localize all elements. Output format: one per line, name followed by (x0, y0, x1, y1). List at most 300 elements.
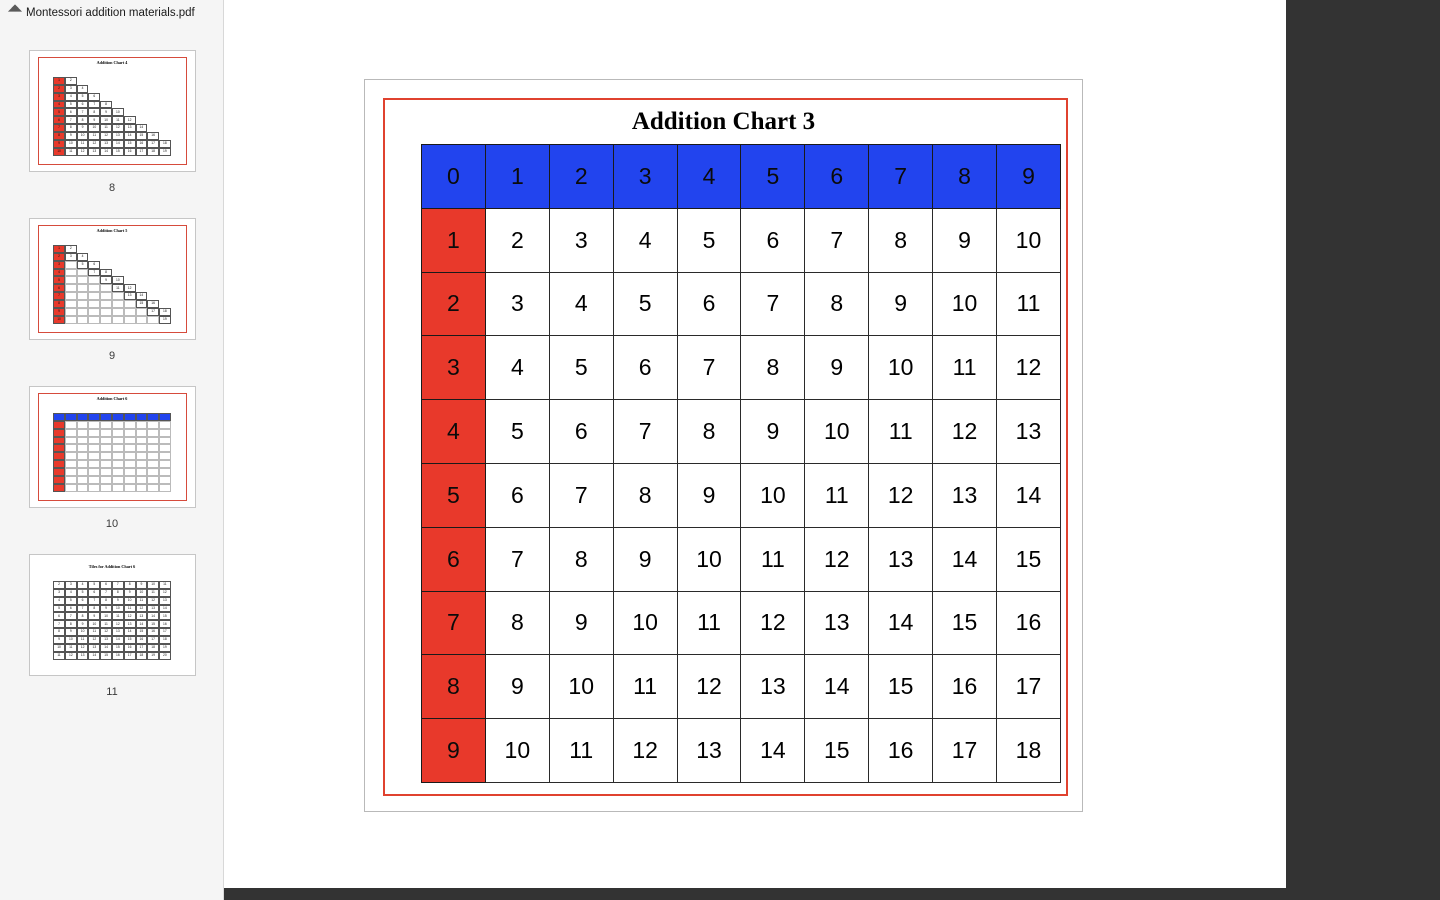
thumbnail-page-preview[interactable] (29, 50, 196, 172)
thumbnail-page-preview[interactable] (29, 218, 196, 340)
thumbnail-mini-cell (112, 292, 124, 300)
thumbnail-mini-cell: 5 (53, 108, 65, 116)
pdf-page (364, 79, 1083, 812)
thumbnail-mini-cell (77, 292, 89, 300)
thumbnail-list[interactable] (0, 26, 224, 900)
sum-cell: 12 (869, 463, 933, 527)
thumbnail-frame (38, 225, 187, 333)
disclosure-triangle-icon[interactable] (8, 5, 22, 19)
thumbnail-mini-cell (112, 77, 124, 85)
thumbnail-mini-cell (100, 468, 112, 476)
thumbnail-mini-cell (53, 460, 65, 468)
sum-cell: 6 (613, 336, 677, 400)
thumbnail-mini-cell (77, 437, 89, 445)
sum-cell: 14 (933, 527, 997, 591)
thumbnail-item[interactable] (0, 362, 224, 530)
thumbnail-mini-cell: 3 (65, 253, 77, 261)
row-header-cell: 6 (422, 527, 486, 591)
sum-cell: 14 (869, 591, 933, 655)
sum-cell: 7 (677, 336, 741, 400)
thumbnail-mini-cell (77, 421, 89, 429)
thumbnail-mini-cell: 12 (124, 284, 136, 292)
sum-cell: 2 (485, 208, 549, 272)
row-header-cell: 8 (422, 655, 486, 719)
thumbnail-mini-cell: 14 (112, 636, 124, 644)
thumbnail-mini-cell: 12 (112, 620, 124, 628)
thumbnail-mini-cell (100, 292, 112, 300)
column-header-cell: 9 (997, 145, 1061, 209)
sum-cell: 12 (613, 719, 677, 783)
thumbnail-mini-cell (88, 276, 100, 284)
thumbnail-mini-cell: 18 (159, 308, 171, 316)
thumbnail-mini-cell (77, 284, 89, 292)
thumbnail-mini-cell: 10 (77, 628, 89, 636)
thumbnail-mini-cell: 8 (53, 132, 65, 140)
thumbnail-mini-cell: 14 (159, 605, 171, 613)
table-row (422, 527, 1061, 591)
thumbnail-mini-cell: 12 (88, 140, 100, 148)
thumbnail-mini-cell (77, 269, 89, 277)
thumbnail-mini-cell: 20 (159, 652, 171, 660)
thumbnail-mini-cell (77, 468, 89, 476)
thumbnail-mini-cell (88, 308, 100, 316)
thumbnail-mini-cell: 16 (124, 644, 136, 652)
thumbnail-mini-cell: 2 (53, 581, 65, 589)
sum-cell: 7 (613, 400, 677, 464)
thumbnail-mini-cell: 10 (77, 132, 89, 140)
thumbnail-mini-cell (136, 413, 148, 421)
thumbnail-mini-cell: 7 (88, 269, 100, 277)
sum-cell: 10 (485, 719, 549, 783)
document-title: Montessori addition materials.pdf (26, 7, 195, 19)
thumbnail-mini-cell: 9 (88, 612, 100, 620)
thumbnail-mini-cell (124, 308, 136, 316)
thumbnail-mini-cell (88, 421, 100, 429)
thumbnail-mini-cell: 5 (77, 589, 89, 597)
thumbnail-mini-cell (124, 476, 136, 484)
thumbnail-mini-cell: 2 (53, 85, 65, 93)
thumbnail-mini-cell: 6 (65, 108, 77, 116)
thumbnail-mini-cell (124, 276, 136, 284)
sum-cell: 8 (549, 527, 613, 591)
thumbnail-mini-cell: 10 (65, 636, 77, 644)
thumbnail-mini-cell: 15 (147, 620, 159, 628)
thumbnail-mini-cell: 11 (53, 652, 65, 660)
thumbnail-mini-cell: 5 (65, 101, 77, 109)
thumbnail-mini-cell: 11 (77, 140, 89, 148)
sum-cell: 7 (805, 208, 869, 272)
addition-table (421, 144, 1061, 783)
thumbnail-mini-cell (53, 421, 65, 429)
sum-cell: 14 (997, 463, 1061, 527)
thumbnail-mini-cell (100, 93, 112, 101)
column-header-cell: 4 (677, 145, 741, 209)
thumbnail-mini-cell: 18 (159, 636, 171, 644)
thumbnail-mini-cell: 6 (88, 589, 100, 597)
thumbnail-mini-cell: 14 (124, 628, 136, 636)
sum-cell: 3 (549, 208, 613, 272)
sum-cell: 7 (549, 463, 613, 527)
thumbnail-item[interactable] (0, 194, 224, 362)
thumbnail-mini-cell (65, 421, 77, 429)
thumbnail-mini-cell (147, 276, 159, 284)
thumbnail-mini-cell (136, 77, 148, 85)
thumbnail-mini-cell (77, 316, 89, 324)
thumbnail-mini-cell (136, 452, 148, 460)
table-row (422, 272, 1061, 336)
thumbnail-mini-cell (65, 261, 77, 269)
addition-chart-grid (421, 144, 1042, 783)
thumbnail-mini-cell: 19 (147, 652, 159, 660)
thumbnail-mini-cell (159, 300, 171, 308)
thumbnail-mini-cell: 4 (65, 589, 77, 597)
thumbnail-mini-cell: 7 (65, 116, 77, 124)
thumbnail-mini-cell: 5 (77, 261, 89, 269)
thumbnail-page-number: 11 (106, 686, 118, 698)
thumbnail-item[interactable] (0, 26, 224, 194)
thumbnail-mini-cell (147, 452, 159, 460)
sum-cell: 7 (741, 272, 805, 336)
sum-cell: 15 (869, 655, 933, 719)
thumbnail-mini-cell: 7 (88, 597, 100, 605)
sum-cell: 8 (805, 272, 869, 336)
thumbnail-mini-cell (124, 316, 136, 324)
thumbnail-mini-cell (159, 452, 171, 460)
thumbnail-mini-cell (112, 300, 124, 308)
thumbnail-mini-cell: 19 (159, 148, 171, 156)
thumbnail-mini-cell: 7 (53, 620, 65, 628)
thumbnail-mini-cell (88, 484, 100, 492)
sum-cell: 17 (933, 719, 997, 783)
sum-cell: 9 (933, 208, 997, 272)
thumbnail-mini-cell: 12 (136, 605, 148, 613)
thumbnail-mini-cell (136, 421, 148, 429)
sum-cell: 11 (677, 591, 741, 655)
thumbnail-mini-cell (124, 269, 136, 277)
sum-cell: 13 (997, 400, 1061, 464)
thumbnail-mini-cell: 17 (124, 652, 136, 660)
thumbnail-mini-cell: 14 (136, 124, 148, 132)
row-header-cell: 4 (422, 400, 486, 464)
thumbnail-mini-cell: 12 (88, 636, 100, 644)
thumbnail-mini-cell: 13 (124, 292, 136, 300)
sum-cell: 10 (741, 463, 805, 527)
thumbnail-mini-cell: 10 (112, 605, 124, 613)
thumbnail-mini-cell (112, 468, 124, 476)
thumbnail-mini-cell: 9 (77, 124, 89, 132)
thumbnail-mini-cell: 15 (159, 612, 171, 620)
thumbnail-mini-cell: 16 (112, 652, 124, 660)
thumbnail-mini-cell: 19 (159, 644, 171, 652)
thumbnail-mini-cell: 11 (100, 124, 112, 132)
thumbnail-mini-cell (77, 429, 89, 437)
thumbnail-mini-cell (159, 108, 171, 116)
thumbnail-mini-cell (77, 276, 89, 284)
thumbnail-mini-cell (88, 460, 100, 468)
thumbnail-mini-cell: 1 (53, 77, 65, 85)
thumbnail-mini-cell: 12 (100, 132, 112, 140)
thumbnail-mini-cell: 11 (147, 589, 159, 597)
thumbnail-mini-cell (159, 85, 171, 93)
thumbnail-mini-cell: 10 (53, 316, 65, 324)
thumbnail-mini-cell: 3 (65, 581, 77, 589)
thumbnail-page-preview[interactable] (29, 386, 196, 508)
sidebar-header[interactable] (0, 0, 223, 26)
thumbnail-mini-grid (53, 581, 171, 659)
sum-cell: 8 (485, 591, 549, 655)
thumbnail-mini-cell: 2 (65, 245, 77, 253)
column-header-cell: 8 (933, 145, 997, 209)
thumbnail-mini-cell: 8 (65, 620, 77, 628)
thumbnail-mini-cell (77, 300, 89, 308)
thumbnail-mini-cell: 7 (77, 605, 89, 613)
thumbnail-mini-cell (88, 85, 100, 93)
thumbnail-mini-cell: 13 (77, 652, 89, 660)
thumbnail-mini-cell: 15 (112, 148, 124, 156)
thumbnail-mini-cell (100, 413, 112, 421)
thumbnail-mini-cell (88, 468, 100, 476)
sum-cell: 9 (869, 272, 933, 336)
thumbnail-mini-cell (88, 300, 100, 308)
thumbnail-mini-cell (147, 444, 159, 452)
thumbnail-mini-cell (136, 116, 148, 124)
thumbnail-mini-cell (77, 413, 89, 421)
thumbnail-mini-cell (100, 444, 112, 452)
thumbnail-mini-cell (136, 101, 148, 109)
thumbnail-mini-cell: 14 (100, 148, 112, 156)
thumbnail-mini-cell: 10 (65, 140, 77, 148)
thumbnail-mini-cell (88, 444, 100, 452)
thumbnail-mini-cell (159, 124, 171, 132)
row-header-cell: 9 (422, 719, 486, 783)
sum-cell: 9 (677, 463, 741, 527)
thumbnail-mini-cell: 5 (53, 276, 65, 284)
thumbnail-mini-cell: 8 (77, 116, 89, 124)
thumbnail-mini-cell (136, 269, 148, 277)
thumbnail-mini-cell: 6 (88, 93, 100, 101)
thumbnail-mini-cell (124, 437, 136, 445)
thumbnail-mini-cell: 19 (159, 316, 171, 324)
thumbnail-mini-cell: 14 (112, 140, 124, 148)
thumbnail-mini-cell: 6 (100, 581, 112, 589)
thumbnail-mini-cell (159, 437, 171, 445)
thumbnail-page-number: 9 (108, 350, 116, 362)
sum-cell: 8 (613, 463, 677, 527)
thumbnail-mini-cell (88, 452, 100, 460)
thumbnail-mini-cell (147, 460, 159, 468)
thumbnail-mini-cell (159, 77, 171, 85)
thumbnail-mini-cell: 9 (65, 628, 77, 636)
thumbnail-mini-cell: 4 (65, 93, 77, 101)
thumbnail-mini-cell: 9 (100, 276, 112, 284)
sum-cell: 16 (933, 655, 997, 719)
thumbnail-mini-cell (136, 460, 148, 468)
document-viewport[interactable] (224, 0, 1286, 888)
thumbnail-mini-cell (88, 245, 100, 253)
thumbnail-mini-cell: 8 (77, 612, 89, 620)
thumbnail-mini-cell: 16 (136, 636, 148, 644)
thumbnail-mini-cell (147, 93, 159, 101)
thumbnail-mini-cell (100, 429, 112, 437)
thumbnail-mini-cell (147, 269, 159, 277)
thumbnail-mini-cell: 13 (88, 644, 100, 652)
thumbnail-mini-cell: 14 (100, 644, 112, 652)
thumbnail-mini-cell (88, 413, 100, 421)
table-row (422, 463, 1061, 527)
thumbnail-mini-cell (124, 460, 136, 468)
thumbnail-mini-cell: 8 (112, 589, 124, 597)
thumbnail-mini-cell (77, 484, 89, 492)
thumbnail-mini-cell: 15 (136, 132, 148, 140)
thumbnail-mini-cell: 15 (124, 636, 136, 644)
table-row (422, 400, 1061, 464)
thumbnail-mini-cell: 15 (136, 300, 148, 308)
thumbnail-mini-cell (147, 476, 159, 484)
thumbnail-mini-cell: 10 (100, 612, 112, 620)
viewer-right-gutter (1286, 0, 1440, 900)
sum-cell: 6 (677, 272, 741, 336)
thumbnail-mini-cell: 9 (53, 308, 65, 316)
thumbnail-mini-cell (100, 484, 112, 492)
thumbnail-mini-cell: 9 (100, 108, 112, 116)
thumbnail-mini-cell (77, 476, 89, 484)
thumbnail-mini-cell: 8 (100, 269, 112, 277)
thumbnail-mini-cell: 6 (88, 261, 100, 269)
thumbnail-mini-cell (136, 261, 148, 269)
thumbnail-mini-cell: 10 (53, 148, 65, 156)
thumbnail-mini-cell (147, 284, 159, 292)
thumbnail-mini-cell (159, 132, 171, 140)
thumbnail-mini-cell (159, 292, 171, 300)
thumbnail-mini-cell: 8 (100, 597, 112, 605)
thumbnail-mini-cell: 14 (124, 132, 136, 140)
thumbnail-mini-cell: 11 (88, 628, 100, 636)
thumbnail-mini-cell (159, 101, 171, 109)
thumbnail-page-number: 8 (108, 182, 116, 194)
thumbnail-mini-cell (65, 316, 77, 324)
thumbnail-mini-cell: 3 (53, 261, 65, 269)
row-header-cell: 1 (422, 208, 486, 272)
thumbnail-mini-cell (77, 460, 89, 468)
thumbnail-item[interactable] (0, 530, 224, 698)
thumbnail-mini-cell (124, 468, 136, 476)
thumbnail-mini-cell: 7 (100, 589, 112, 597)
sum-cell: 5 (613, 272, 677, 336)
column-header-cell: 5 (741, 145, 805, 209)
thumbnail-mini-cell: 9 (136, 581, 148, 589)
sum-cell: 10 (805, 400, 869, 464)
thumbnail-mini-cell (112, 484, 124, 492)
thumbnail-mini-cell (53, 468, 65, 476)
thumbnail-mini-cell (159, 253, 171, 261)
thumbnail-mini-cell: 16 (147, 132, 159, 140)
thumbnail-mini-cell (112, 85, 124, 93)
thumbnail-mini-cell (100, 421, 112, 429)
thumbnail-mini-cell: 17 (136, 148, 148, 156)
thumbnail-mini-cell: 3 (53, 589, 65, 597)
thumbnail-mini-cell (147, 245, 159, 253)
row-header-cell: 2 (422, 272, 486, 336)
thumbnail-mini-cell (124, 77, 136, 85)
thumbnail-frame (38, 561, 187, 669)
thumbnail-mini-cell: 8 (65, 124, 77, 132)
column-header-cell: 2 (549, 145, 613, 209)
thumbnail-mini-cell (159, 429, 171, 437)
thumbnail-mini-cell (65, 484, 77, 492)
thumbnail-mini-cell: 17 (159, 628, 171, 636)
thumbnail-mini-cell: 5 (77, 93, 89, 101)
thumbnail-mini-cell: 7 (112, 581, 124, 589)
sum-cell: 9 (549, 591, 613, 655)
thumbnail-mini-cell: 4 (77, 581, 89, 589)
sum-cell: 9 (613, 527, 677, 591)
thumbnail-mini-cell (159, 245, 171, 253)
thumbnail-mini-cell: 11 (100, 620, 112, 628)
thumbnail-mini-cell: 10 (88, 620, 100, 628)
thumbnail-mini-cell (147, 468, 159, 476)
table-header-row (422, 145, 1061, 209)
thumbnail-mini-cell (136, 284, 148, 292)
thumbnail-mini-cell: 9 (77, 620, 89, 628)
sum-cell: 14 (805, 655, 869, 719)
thumbnail-mini-cell (100, 300, 112, 308)
sum-cell: 11 (549, 719, 613, 783)
thumbnail-mini-cell (147, 116, 159, 124)
thumbnail-mini-cell (136, 476, 148, 484)
thumbnail-mini-cell: 7 (53, 292, 65, 300)
thumbnail-mini-cell: 7 (88, 101, 100, 109)
thumbnail-page-preview[interactable] (29, 554, 196, 676)
sum-cell: 11 (805, 463, 869, 527)
thumbnail-frame (38, 393, 187, 501)
thumbnail-mini-cell (88, 429, 100, 437)
sum-cell: 13 (741, 655, 805, 719)
thumbnail-mini-cell (159, 261, 171, 269)
thumbnail-mini-cell (100, 476, 112, 484)
sum-cell: 9 (805, 336, 869, 400)
thumbnail-chart-title: Tiles for Addition Chart 6 (88, 564, 136, 569)
thumbnail-mini-cell (88, 253, 100, 261)
thumbnail-mini-cell: 13 (159, 597, 171, 605)
column-header-cell: 3 (613, 145, 677, 209)
thumbnail-mini-cell (147, 437, 159, 445)
thumbnail-mini-cell: 1 (53, 245, 65, 253)
thumbnail-mini-cell: 10 (100, 116, 112, 124)
sum-cell: 6 (549, 400, 613, 464)
thumbnail-mini-cell (65, 429, 77, 437)
thumbnail-mini-cell (147, 292, 159, 300)
thumbnail-mini-cell (124, 413, 136, 421)
thumbnail-mini-cell (159, 460, 171, 468)
thumbnail-mini-cell (88, 476, 100, 484)
thumbnail-mini-cell: 7 (65, 612, 77, 620)
thumbnail-mini-cell (100, 308, 112, 316)
thumbnail-mini-cell (159, 284, 171, 292)
thumbnail-mini-cell: 18 (136, 652, 148, 660)
table-row (422, 719, 1061, 783)
sum-cell: 16 (869, 719, 933, 783)
thumbnail-mini-cell (65, 269, 77, 277)
thumbnail-mini-cell (147, 316, 159, 324)
thumbnail-mini-cell (136, 276, 148, 284)
sum-cell: 11 (613, 655, 677, 719)
sum-cell: 3 (485, 272, 549, 336)
thumbnail-mini-cell (147, 101, 159, 109)
sum-cell: 18 (997, 719, 1061, 783)
row-header-cell: 7 (422, 591, 486, 655)
thumbnail-mini-cell: 11 (112, 116, 124, 124)
thumbnail-mini-cell: 13 (112, 628, 124, 636)
